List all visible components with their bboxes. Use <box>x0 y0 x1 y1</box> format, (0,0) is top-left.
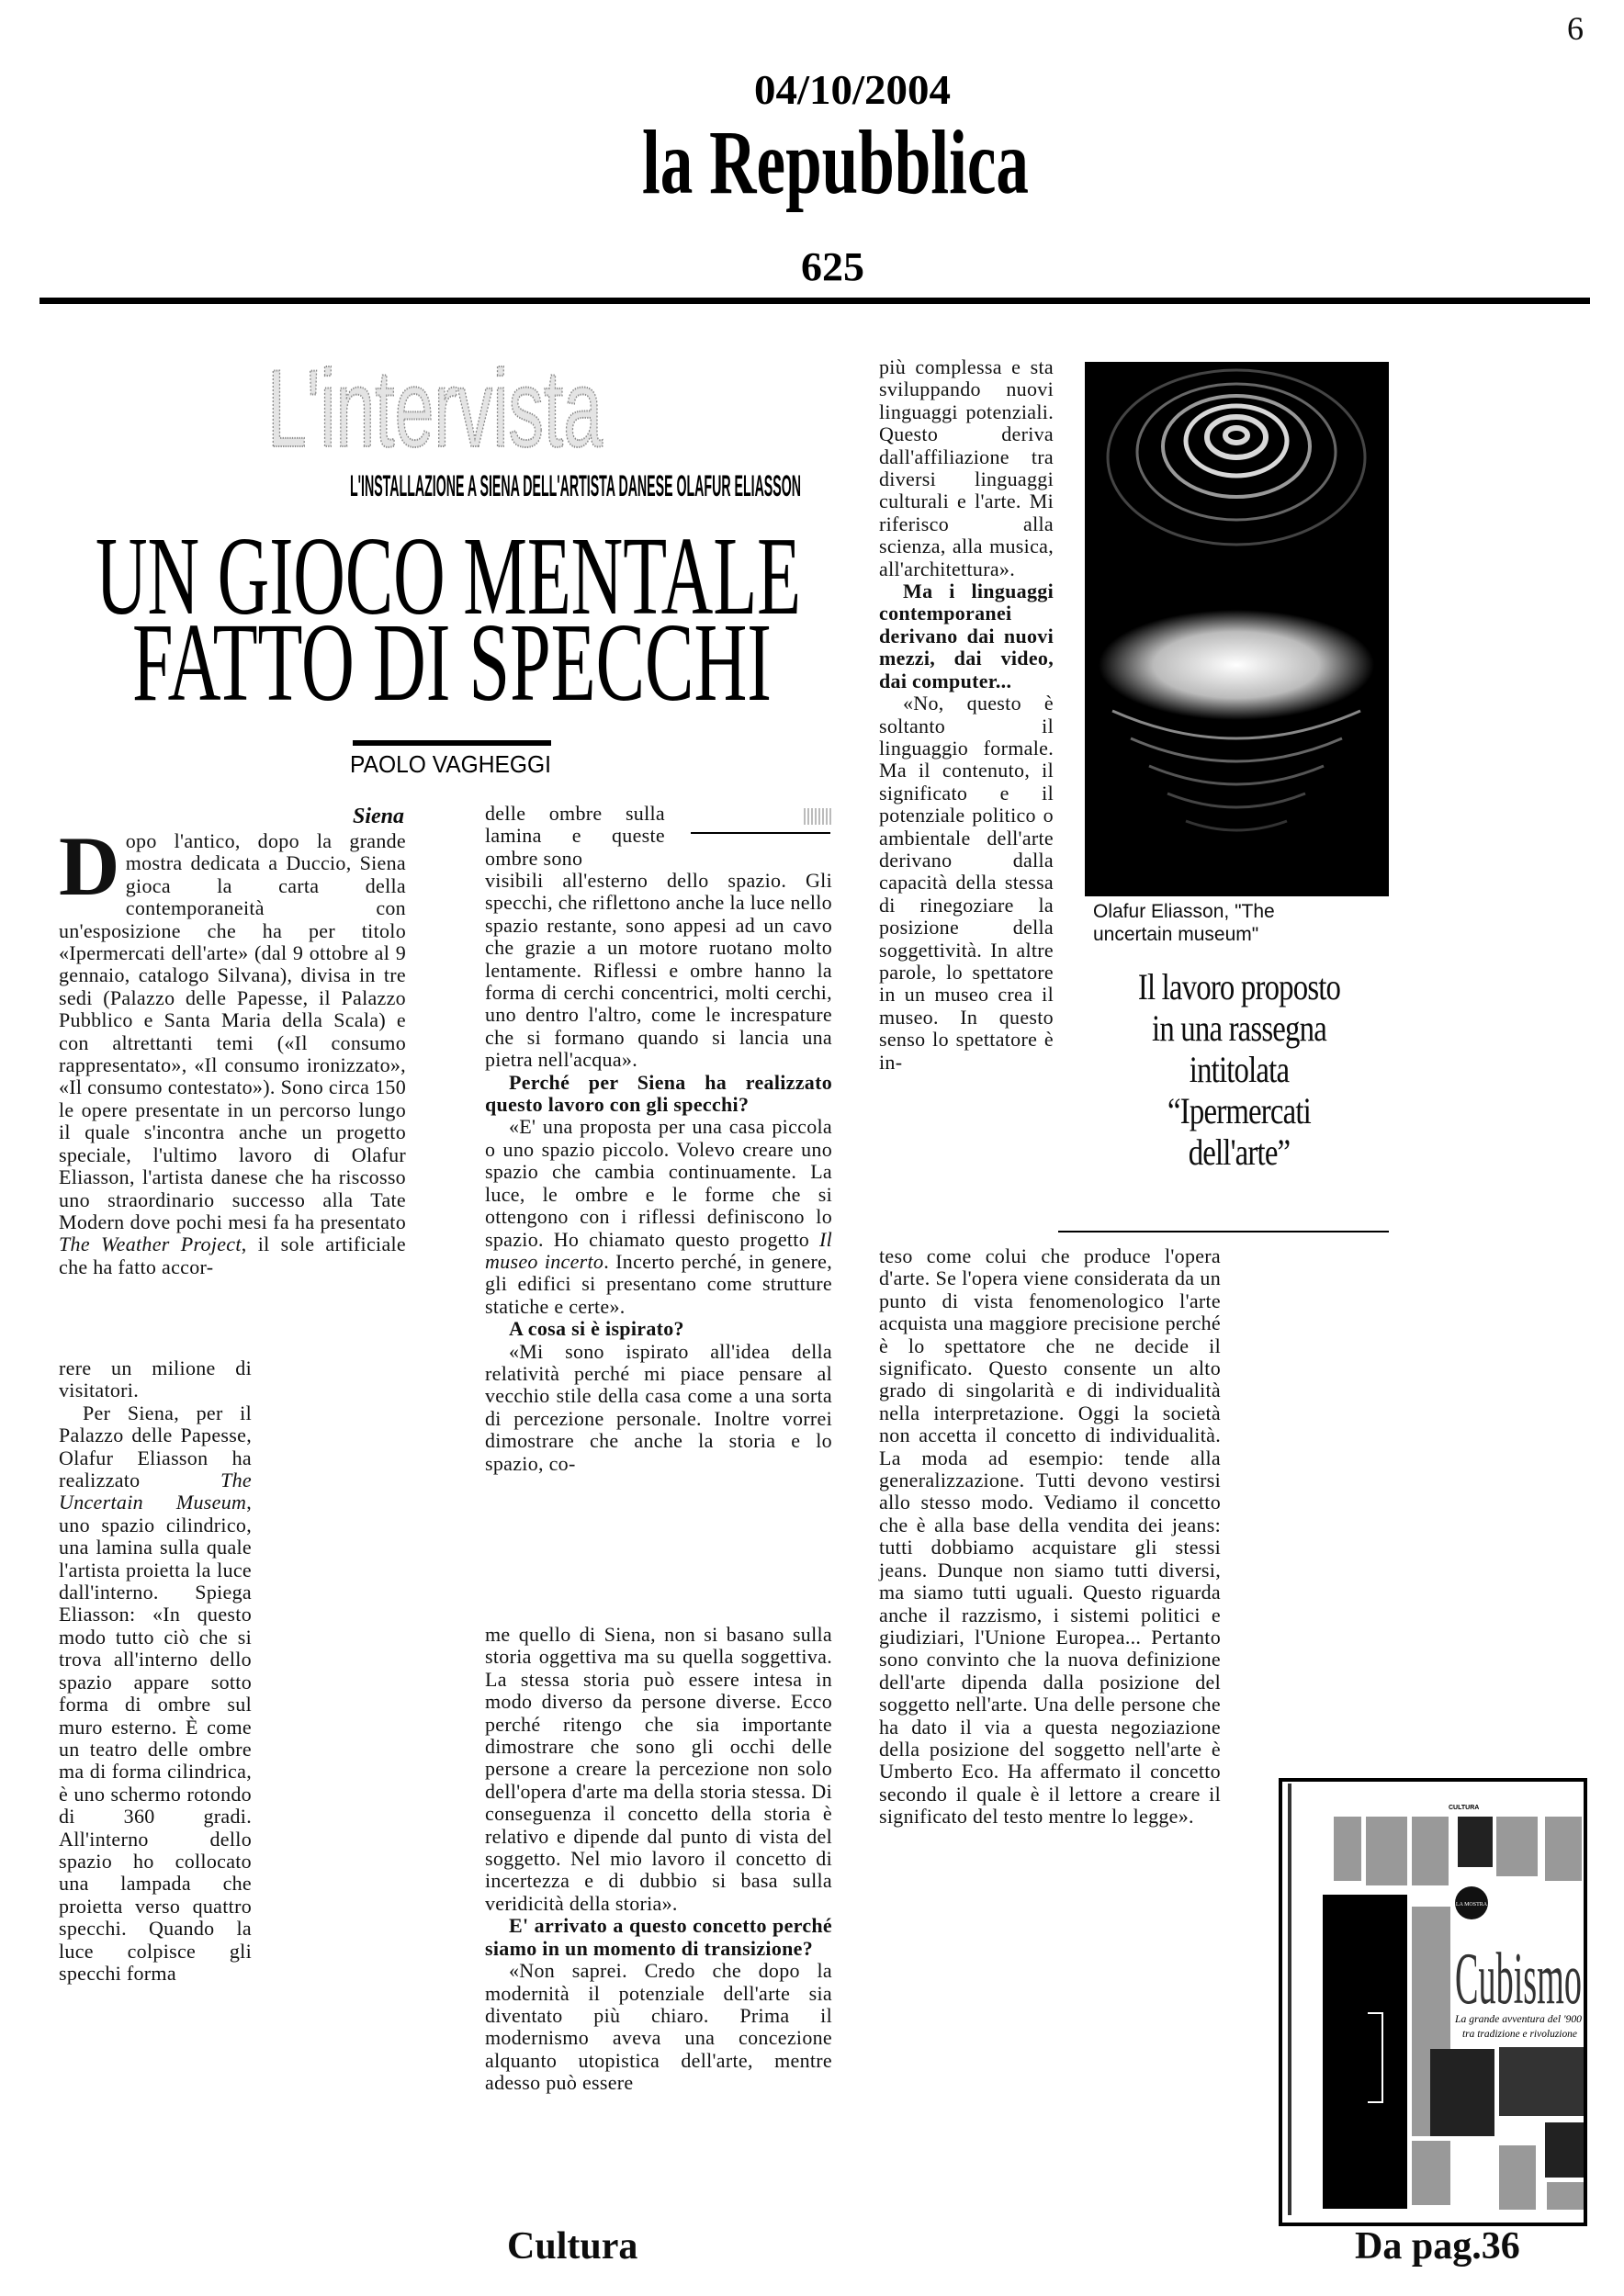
pull-quote-line: “Ipermercati <box>1167 1090 1311 1131</box>
artwork-photo <box>1085 362 1389 896</box>
interview-answer: «Non saprei. Credo che dopo la modernità il potenziale dell'arte sia diventato più chiaro. Prima il modernismo aveva una concezione alquanto utopistica dell'arte, mentre adesso può essere <box>485 1959 832 2095</box>
artwork-title: The Weather Project <box>59 1232 242 1256</box>
dateline: Siena <box>352 805 404 828</box>
header-rule <box>39 298 1590 304</box>
paragraph-text: visibili all'esterno dello spazio. Gli specchi, che riflettono anche la luce nello spazio restante, sono appesi ad un cavo che grazie a un motore ruotano molto lentamente. Riflessi e ombre hanno la forma di cerchi concentrici, molti cerchi, uno dentro l'altro, come le increspature che si formano quando si lancia una pietra nell'acqua». <box>485 869 832 1072</box>
interview-question: Perché per Siena ha realizzato questo lavoro con gli specchi? <box>485 1070 832 1117</box>
pull-quote-line: dell'arte” <box>1188 1131 1291 1173</box>
drop-cap: D <box>59 819 120 913</box>
headline-block <box>0 312 845 790</box>
paragraph-text: opo l'antico, dopo la grande mostra dedicata a Duccio, Siena gioca la carta della contemporaneità con un'esposizione che ha per titolo «Ipermercati dell'arte» (dal 9 ottobre al 9 gennaio, catalogo Silvana), divisa in tre sedi (Palazzo delle Papesse, il Palazzo Pubblico e Santa Maria della Scala) e con altrettanti temi («Il consumo rappresentato», «Il consumo ironizzato», «Il consumo contestato»). Sono circa 150 le opere presentate in un percorso lungo il quale s'incontra anche un progetto speciale, l'ultimo lavoro di Olafur Eliasson, l'artista danese che ha riscosso uno straordinario successo alla Tate Modern dove pochi mesi fa ha presentato <box>59 829 406 1233</box>
article-column-2-bottom <box>485 1624 832 2095</box>
issue-number: 625 <box>801 244 864 289</box>
page-number: 6 <box>1567 10 1584 47</box>
lead-paragraph <box>59 819 406 1278</box>
paragraph-text: teso come colui che produce l'opera d'arte. Se l'opera viene considerata da un punto di vista fenomenologico l'arte acquista una maggiore precisione perché è lo spettatore che ne decide il significato. Questo consente un alto grado di singolarità e di individualità nella interpretazione. Oggi la società non accetta il concetto di individualità. La moda ad esempio: tende alla generalizzazione. Tutti devono vestirsi allo stesso modo. Vediamo il concetto che è alla base della vendita dei jeans: tutti dobbiamo acquistare gli stessi jeans. Dunque non siamo tutti diversi, ma siamo tutti uguali. Questo riguarda anche il razzismo, i sistemi politici e giudiziari, l'Unione Europea... Pertanto sono convinto che la nuova definizione dell'arte dipenda dalla posizione del soggetto nell'arte. Una delle persone che ha dato il via a questa negoziazione della posizione del soggetto nell'arte è Umberto Eco. Ha affermato il concetto secondo il quale è il lettore a creare il significato del testo mentre lo legge». <box>879 1244 1221 1829</box>
interview-answer: «No, questo è soltanto il linguaggio formale. Ma il contenuto, il significato e il potenziale politico o ambientale dell'arte derivano dalla capacità della stessa di rinegoziare la posizione della soggettività. In altre parole, lo spettatore in un museo crea il museo. In questo senso lo spettatore è in- <box>879 692 1054 1074</box>
thumbnail-badge: LA MOSTRA <box>1455 1902 1488 1908</box>
paragraph-text: più complessa e sta sviluppando nuovi linguaggi potenziali. Questo deriva dall'affiliazione tra diversi linguaggi culturali e l'arte. Mi riferisco alla scienza, alla musica, all'architettura». <box>879 355 1054 580</box>
pull-quote-line: in una rassegna <box>1152 1007 1326 1049</box>
paragraph-text: rere un milione di visitatori. <box>59 1356 252 1402</box>
footer-section: Cultura <box>507 2225 638 2268</box>
article-column-3 <box>879 1245 1221 1829</box>
thumbnail-subtitle: tra tradizione e rivoluzione <box>1462 2027 1578 2040</box>
paragraph-text: delle ombre sulla lamina e queste ombre sono <box>485 802 665 870</box>
article-column-2-top <box>485 803 665 870</box>
pull-quote <box>1088 966 1391 1173</box>
pull-quote-line: intitolata <box>1189 1049 1290 1090</box>
artwork-title: The Uncertain Museum <box>59 1469 252 1514</box>
thumbnail-subtitle: La grande avventura del '900 <box>1454 2012 1582 2025</box>
headline-line-1: UN GIOCO MENTALE <box>96 514 801 638</box>
pull-quote-line: Il lavoro proposto <box>1137 966 1341 1007</box>
column-rule <box>691 832 830 834</box>
project-title: Il museo incerto <box>485 1227 832 1273</box>
paragraph-text: Per Siena, per il Palazzo delle Papesse, Olafur Eliasson ha realizzato <box>59 1401 252 1492</box>
byline: PAOLO VAGHEGGI <box>350 750 551 778</box>
interview-answer: «Mi sono ispirato all'idea della relatività perché mi piace pensare al vecchio stile della casa come a una sorta di percezione personale. Inoltre vorrei dimostrare che anche la storia e lo spazio, co- <box>485 1339 832 1475</box>
interview-question: A cosa si è ispirato? <box>509 1317 684 1341</box>
continued-from-page: Da pag.36 <box>1355 2225 1520 2268</box>
thumbnail-section: CULTURA <box>1449 1805 1480 1811</box>
issue-date: 04/10/2004 <box>754 66 951 113</box>
byline-rule <box>353 740 551 746</box>
paragraph-text: , uno spazio cilindrico, una lamina sulla quale l'artista proietta la luce dall'interno. Spiega Eliasson: «In questo modo tutto ciò che si trova all'interno dello spazio appare sotto forma di ombre sul muro esterno. È come un teatro delle ombre ma di forma cilindrica, è uno schermo rotondo di 360 gradi. All'interno dello spazio ho collocato una lampada che proietta verso quattro specchi. Quando la luce colpisce gli specchi forma <box>59 1491 252 1985</box>
paragraph-text: «E' una proposta per una casa piccola o uno spazio piccolo. Volevo creare uno spazio che cambia continuamente. La luce, le ombre e le forme che si ottengono con i riflessi definiscono lo spazio. Ho chiamato questo progetto <box>485 1115 832 1251</box>
paragraph-text: , il sole artificiale che ha fatto accor- <box>59 1232 406 1278</box>
article-column-3-narrow <box>879 356 1054 1074</box>
print-smudge <box>804 808 831 825</box>
paragraph-text: me quello di Siena, non si basano sulla storia oggettiva ma su quella soggettiva. La stessa storia può essere intesa in modo diverso da persone diverse. Ecco perché ritengo che sia importante dimostrare che sono gli occhi delle persone a creare la percezione non solo dell'opera d'arte ma della storia stessa. Di conseguenza il concetto della storia è relativo e dipende dal punto di vista del soggetto. Nel mio lavoro il concetto di incertezza e di dubbio si basa sulla veridicità della storia». <box>485 1623 832 1915</box>
interview-question: E' arrivato a questo concetto perché siamo in un momento di transizione? <box>485 1914 832 1960</box>
paragraph <box>59 1402 252 1986</box>
photo-caption: Olafur Eliasson, "The uncertain museum" <box>1093 901 1275 945</box>
paragraph-text: . Incerto perché, in genere, gli edifici si presentano come strutture statiche e certe». <box>485 1249 832 1318</box>
kicker: L'INSTALLAZIONE A SIENA DELL'ARTISTA DANESE OLAFUR ELIASSON <box>350 469 801 502</box>
column-rule <box>1058 1231 1389 1232</box>
interview-question: Ma i linguaggi contemporanei derivano dai nuovi mezzi, dai video, dai computer... <box>879 580 1054 692</box>
article-column-2 <box>485 870 832 1475</box>
article-column-1-narrow <box>59 1357 252 1985</box>
interview-answer <box>485 1116 832 1318</box>
newspaper-header <box>0 0 1624 312</box>
continuation-page-thumbnail[interactable] <box>1279 1778 1587 2226</box>
masthead-logo: la Repubblica <box>642 111 1029 213</box>
thumbnail-title: Cubismo <box>1455 1939 1582 2020</box>
headline-line-2: FATTO DI SPECCHI <box>132 601 772 725</box>
article-column-1 <box>59 819 406 1278</box>
section-label: L'intervista <box>267 347 603 470</box>
